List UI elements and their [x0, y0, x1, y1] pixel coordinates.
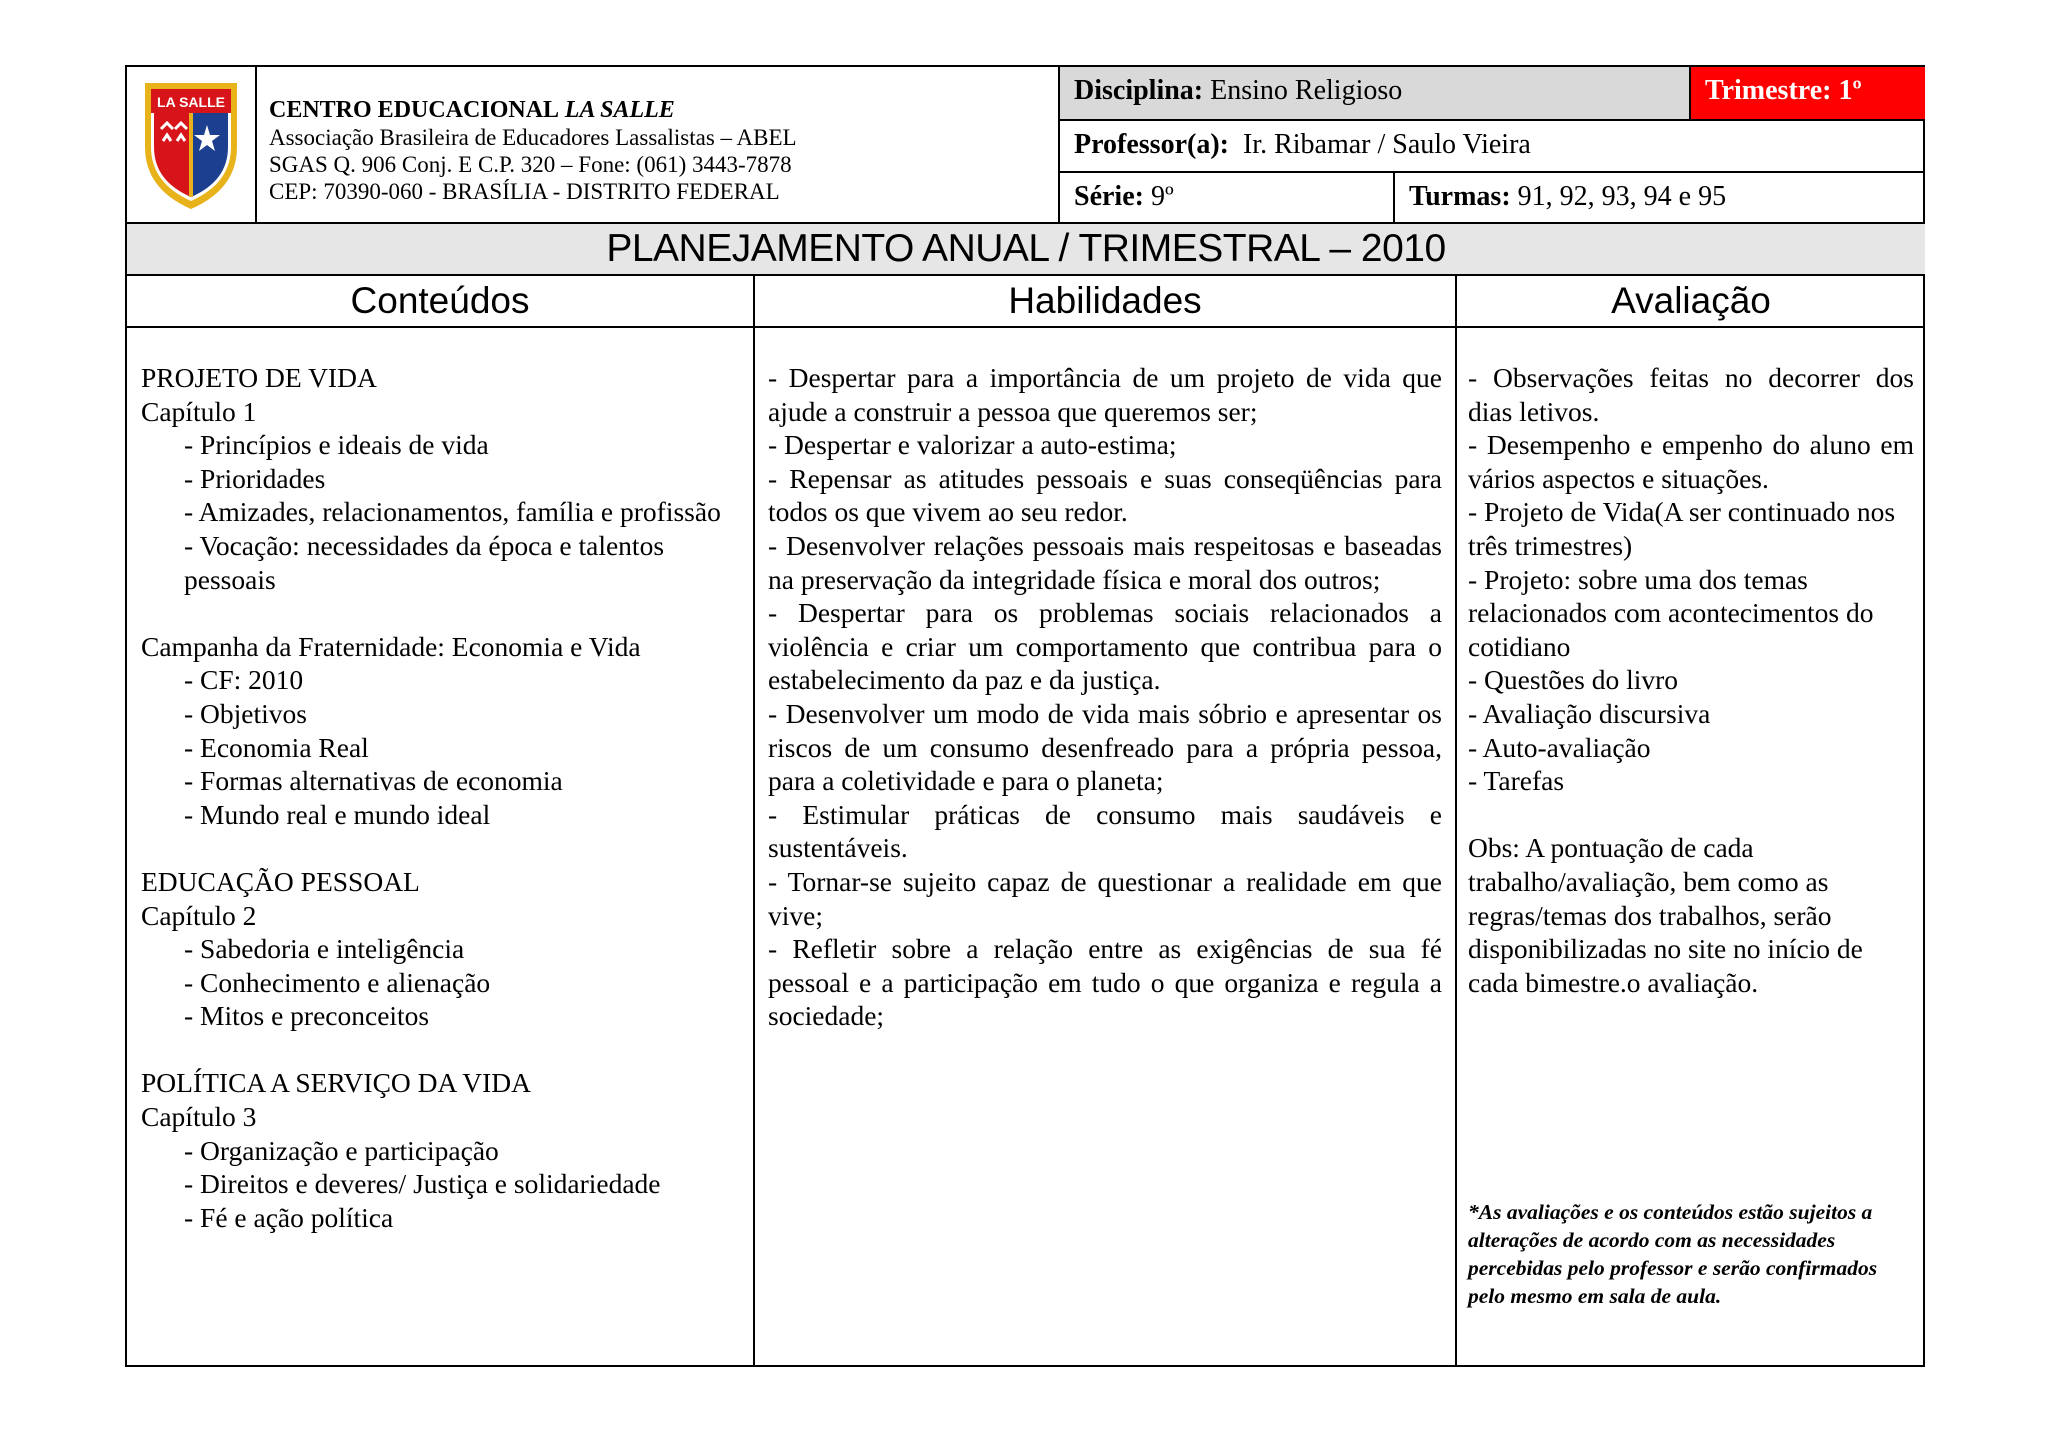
conteudo-item [141, 1033, 731, 1067]
conteudo-item: PROJETO DE VIDA [141, 362, 377, 393]
conteudo-item: - Organização e participação [184, 1134, 499, 1166]
habilidade-item: - Despertar para a importância de um projeto de vida que ajude a construir a pessoa que queremos ser; [768, 362, 1442, 427]
professor-cell [1060, 121, 1925, 171]
habilidades-list [768, 361, 1442, 1033]
conteudo-item: - Amizades, relacionamentos, família e profissão [184, 496, 721, 528]
serie-value: 9º [1150, 181, 1174, 212]
habilidade-item: - Despertar e valorizar a auto-estima; [768, 429, 1177, 461]
conteudo-item: POLÍTICA A SERVIÇO DA VIDA [141, 1067, 531, 1099]
conteudo-item: - CF: 2010 [184, 664, 304, 696]
conteudo-item: Capítulo 3 [141, 1101, 257, 1133]
conteudo-item: - Direitos e deveres/ Justiça e solidariedade [184, 1168, 661, 1200]
conteudo-item: - Mitos e preconceitos [184, 1000, 430, 1032]
serie-cell [1060, 173, 1390, 222]
habilidade-item: - Estimular práticas de consumo mais saudáveis e sustentáveis. [768, 798, 1442, 864]
conteudo-item: - Formas alternativas de economia [184, 765, 563, 797]
habilidade-item: - Refletir sobre a relação entre as exigências de sua fé pessoal e a participação em tudo o que organiza e regula a sociedade; [768, 933, 1442, 1032]
conteudo-item: - Economia Real [184, 731, 369, 763]
habilidade-item: - Despertar para os problemas sociais relacionados a violência e criar um comportamento que contribua para o estabelecimento da paz e da justiça. [768, 597, 1442, 696]
conteudo-item: - Princípios e ideais de vida [184, 429, 489, 461]
conteudo-item: - Prioridades [184, 462, 326, 494]
logo-text: LA SALLE [157, 94, 225, 110]
institution-prefix: CENTRO EDUCACIONAL [269, 97, 560, 123]
conteudos-list [141, 361, 731, 1234]
conteudo-item: Capítulo 1 [141, 395, 257, 427]
habilidade-item: - Repensar as atitudes pessoais e suas conseqüências para todos os que vivem ao seu redor. [768, 462, 1442, 528]
conteudo-item: Capítulo 2 [141, 899, 257, 931]
cep-line: CEP: 70390-060 - BRASÍLIA - DISTRITO FEDERAL [269, 179, 780, 204]
association-line: Associação Brasileira de Educadores Lassalistas – ABEL [269, 125, 797, 150]
disclaimer-note: *As avaliações e os conteúdos estão sujeitos a alterações de acordo com as necessidades percebidas pelo professor e serão confirmados pelo mesmo em sala de aula. [1468, 1200, 1878, 1308]
avaliacao-item: - Questões do livro [1468, 664, 1679, 696]
turmas-value: 91, 92, 93, 94 e 95 [1517, 181, 1727, 212]
disciplina-value: Ensino Religioso [1210, 75, 1403, 106]
conteudo-item: - Fé e ação política [184, 1201, 394, 1233]
conteudo-item: - Objetivos [184, 697, 307, 729]
avaliacao-item: - Observações feitas no decorrer dos dias letivos. [1468, 362, 1914, 427]
column-header-conteudos: Conteúdos [350, 280, 530, 321]
trimestre-label: Trimestre: [1705, 75, 1832, 106]
habilidade-item: - Tornar-se sujeito capaz de questionar a realidade em que vive; [768, 865, 1442, 931]
conteudo-item: - Mundo real e mundo ideal [184, 798, 491, 830]
avaliacao-item: Obs: A pontuação de cada trabalho/avaliação, bem como as regras/temas dos trabalhos, serão disponibilizadas no site no início de cada bimestre.o avaliação. [1468, 832, 1863, 998]
turmas-label: Turmas: [1409, 181, 1511, 212]
avaliacao-item: - Auto-avaliação [1468, 731, 1651, 763]
conteudo-item: - Sabedoria e inteligência [184, 933, 465, 965]
trimestre-value: 1º [1838, 75, 1862, 106]
logo-cell [127, 67, 255, 222]
avaliacao-item: - Projeto de Vida(A ser continuado nos três trimestres) [1468, 496, 1896, 561]
habilidade-item: - Desenvolver relações pessoais mais respeitosas e baseadas na preservação da integridade física e moral dos outros; [768, 529, 1442, 595]
planning-sheet [125, 65, 1925, 1367]
conteudo-item: EDUCAÇÃO PESSOAL [141, 865, 420, 897]
institution-name: LA SALLE [564, 97, 675, 123]
la-salle-logo [141, 77, 241, 212]
disciplina-label: Disciplina: [1074, 75, 1204, 106]
turmas-cell [1395, 173, 1925, 222]
professor-value: Ir. Ribamar / Saulo Vieira [1242, 129, 1531, 160]
avaliacao-item: - Avaliação discursiva [1468, 697, 1711, 729]
conteudo-item: - Conhecimento e alienação [184, 966, 491, 998]
avaliacao-item: - Projeto: sobre uma dos temas relacionados com acontecimentos do cotidiano [1468, 563, 1874, 662]
conteudo-item: - Vocação: necessidades da época e talentos pessoais [184, 529, 665, 595]
conteudo-item [141, 831, 731, 865]
serie-label: Série: [1074, 181, 1144, 212]
avaliacao-item: - Tarefas [1468, 765, 1565, 797]
avaliacao-list [1468, 361, 1914, 999]
habilidade-item: - Desenvolver um modo de vida mais sóbrio e apresentar os riscos de um consumo desenfreado para a própria pessoa, para a coletividade e para o planeta; [768, 697, 1442, 797]
avaliacao-item [1468, 798, 1914, 832]
conteudo-item: Campanha da Fraternidade: Economia e Vida [141, 630, 641, 662]
avaliacao-item: - Desempenho e empenho do aluno em vários aspectos e situações. [1468, 429, 1914, 494]
address-line: SGAS Q. 906 Conj. E C.P. 320 – Fone: (061) 3443-7878 [269, 152, 792, 177]
conteudo-item [141, 596, 731, 630]
column-header-avaliacao: Avaliação [1611, 280, 1771, 321]
disciplina-cell [1060, 67, 1689, 119]
column-header-habilidades: Habilidades [1008, 280, 1202, 321]
page-title: PLANEJAMENTO ANUAL / TRIMESTRAL – 2010 [127, 224, 1925, 274]
trimestre-cell [1691, 67, 1925, 119]
professor-label: Professor(a): [1074, 129, 1229, 160]
institution-block [269, 96, 869, 205]
